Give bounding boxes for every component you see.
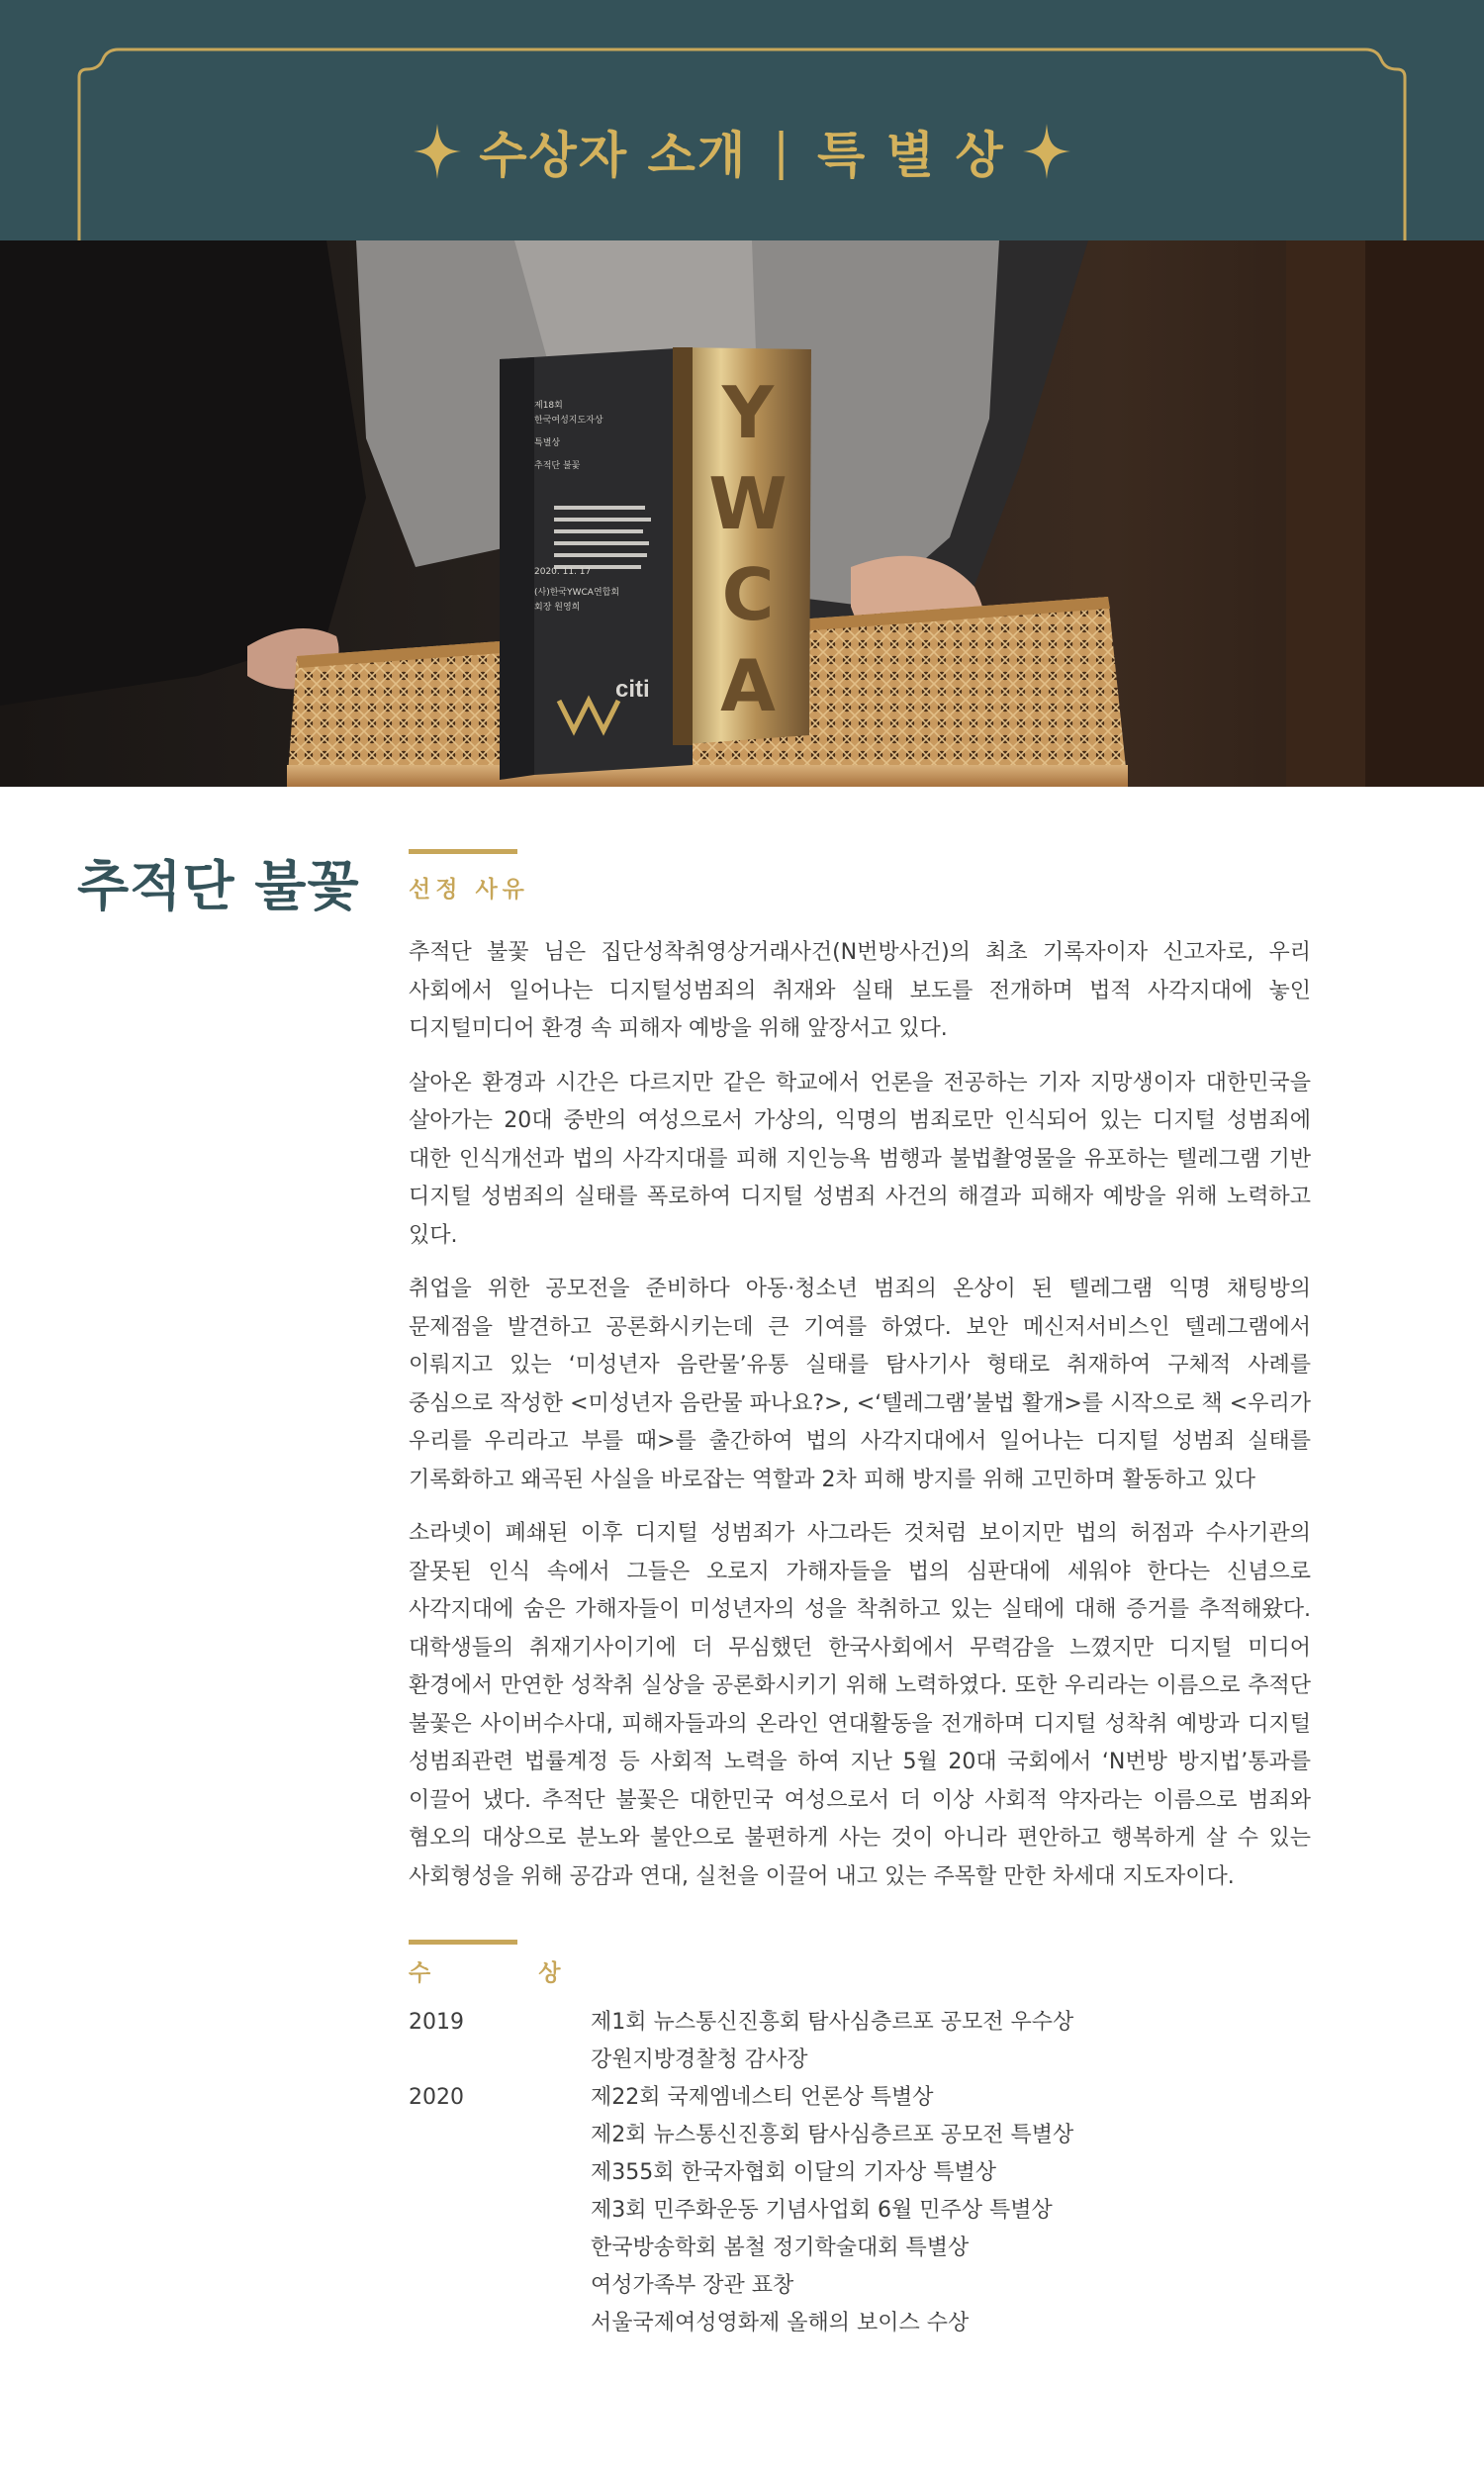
selection-paragraph: 살아온 환경과 시간은 다르지만 같은 학교에서 언론을 전공하는 기자 지망생이자 대한민국을 살아가는 20대 중반의 여성으로서 가상의, 익명의 범죄로만 인식되어 있는 디지털 성범죄에 대한 인식개선과 법의 사각지대를 피해 지인능욕 범행과 불법촬영물을 유포하는 텔레그램 기반 디지털 성범죄의 실태를 폭로하여 디지털 성범죄 사건의 해결과 피해자 예방을 위해 노력하고 있다. bbox=[409, 1070, 1311, 1248]
selection-rule bbox=[409, 849, 517, 854]
header-divider: | bbox=[773, 123, 792, 180]
plaque-text bbox=[534, 399, 673, 616]
award-year: 2019 bbox=[409, 2010, 464, 2035]
award-item: 제2회 뉴스통신진흥회 탐사심층르포 공모전 특별상 bbox=[591, 2123, 1074, 2147]
trophy-letter: W bbox=[708, 462, 788, 545]
selection-label: 선정 사유 bbox=[409, 877, 529, 903]
award-photo bbox=[0, 240, 1484, 787]
plaque-line: 특별상 bbox=[534, 438, 561, 448]
selection-paragraphs bbox=[409, 934, 1311, 1912]
header-banner bbox=[0, 0, 1484, 240]
trophy-letter: Y bbox=[721, 371, 775, 454]
plaque-line: 한국여성지도자상 bbox=[534, 416, 603, 426]
award-item: 제355회 한국자협회 이달의 기자상 특별상 bbox=[591, 2160, 996, 2185]
award-item: 제22회 국제엠네스티 언론상 특별상 bbox=[591, 2085, 934, 2110]
trophy-letters bbox=[698, 367, 797, 731]
header-title-right: 특 별 상 bbox=[817, 127, 1005, 184]
selection-paragraph: 취업을 위한 공모전을 준비하다 아동·청소년 범죄의 온상이 된 텔레그램 익명 채팅방의 문제점을 발견하고 공론화시키는데 큰 기여를 하였다. 보안 메신저서비스인 텔레그램에서 이뤄지고 있는 ‘미성년자 음란물’유통 실태를 탐사기사 형태로 취재하여 구체적 사례를 중심으로 작성한 <미성년자 음란물 파나요?>, <‘텔레그램’불법 활개>를 시작으로 책 <우리가 우리를 우리라고 부를 때>를 출간하여 법의 사각지대에서 일어나는 디지털 성범죄 실태를 기록화하고 왜곡된 사실을 바로잡는 역할과 2차 피해 방지를 위해 고민하며 활동하고 있다 bbox=[409, 1277, 1311, 1492]
selection-paragraph: 추적단 불꽃 님은 집단성착취영상거래사건(N번방사건)의 최초 기록자이자 신고자로, 우리 사회에서 일어나는 디지털성범죄의 취재와 실태 보도를 전개하며 법적 사각지대에 놓인 디지털미디어 환경 속 피해자 예방을 위해 앞장서고 있다. bbox=[409, 940, 1311, 1041]
sparkle-star-icon bbox=[414, 124, 461, 179]
award-item: 한국방송학회 봄철 정기학술대회 특별상 bbox=[591, 2236, 970, 2260]
selection-paragraph: 소라넷이 폐쇄된 이후 디지털 성범죄가 사그라든 것처럼 보이지만 법의 허점과 수사기관의 잘못된 인식 속에서 그들은 오로지 가해자들을 법의 심판대에 세워야 한다는 신념으로 사각지대에 숨은 가해자들이 미성년자의 성을 착취하고 있는 실태에 대해 증거를 추적해왔다. 대학생들의 취재기사이기에 더 무심했던 한국사회에서 무력감을 느꼈지만 디지털 미디어 환경에서 만연한 성착취 실상을 공론화시키기 위해 노력하였다. 또한 우리라는 이름으로 추적단 불꽃은 사이버수사대, 피해자들과의 온라인 연대활동을 전개하며 디지털 성착취 예방과 디지털 성범죄관련 법률계정 등 사회적 노력을 하여 지난 5월 20대 국회에서 ‘N번방 방지법’통과를 이끌어 냈다. 추적단 불꽃은 대한민국 여성으로서 더 이상 사회적 약자라는 이름으로 범죄와 혐오의 대상으로 분노와 불안으로 불편하게 사는 것이 아니라 편안하고 행복하게 살 수 있는 사회형성을 위해 공감과 연대, 실천을 이끌어 내고 있는 주목할 만한 차세대 지도자이다. bbox=[409, 1521, 1311, 1889]
award-items bbox=[591, 2079, 1311, 2342]
award-year-group bbox=[409, 2004, 1311, 2079]
awards-list bbox=[409, 2004, 1311, 2342]
awards-label: 수 상 bbox=[409, 1960, 566, 1986]
plaque-line: (사)한국YWCA연합회 bbox=[534, 588, 620, 598]
award-item: 서울국제여성영화제 올해의 보이스 수상 bbox=[591, 2311, 970, 2335]
plaque-line: 2020. 11. 17 bbox=[534, 567, 592, 577]
header-title-left: 수상자 소개 bbox=[479, 127, 748, 184]
award-item: 제3회 민주화운동 기념사업회 6월 민주상 특별상 bbox=[591, 2198, 1053, 2223]
trophy-letter: C bbox=[721, 553, 775, 636]
award-item: 제1회 뉴스통신진흥회 탐사심층르포 공모전 우수상 bbox=[591, 2010, 1074, 2035]
awards-rule bbox=[409, 1940, 517, 1945]
award-items bbox=[591, 2004, 1311, 2079]
plaque-line: 추적단 불꽃 bbox=[534, 461, 581, 471]
award-item: 강원지방경찰청 감사장 bbox=[591, 2047, 808, 2072]
plaque-line: 제18회 bbox=[534, 401, 563, 411]
award-year: 2020 bbox=[409, 2085, 464, 2110]
trophy-letter: A bbox=[720, 644, 776, 727]
citi-logo: citi bbox=[615, 676, 650, 703]
header-title bbox=[0, 107, 1484, 196]
sparkle-star-icon bbox=[1023, 124, 1070, 179]
plaque-line: 회장 원영희 bbox=[534, 603, 581, 613]
recipient-name: 추적단 불꽃 bbox=[77, 855, 360, 917]
award-year-group bbox=[409, 2079, 1311, 2342]
award-item: 여성가족부 장관 표창 bbox=[591, 2273, 794, 2298]
